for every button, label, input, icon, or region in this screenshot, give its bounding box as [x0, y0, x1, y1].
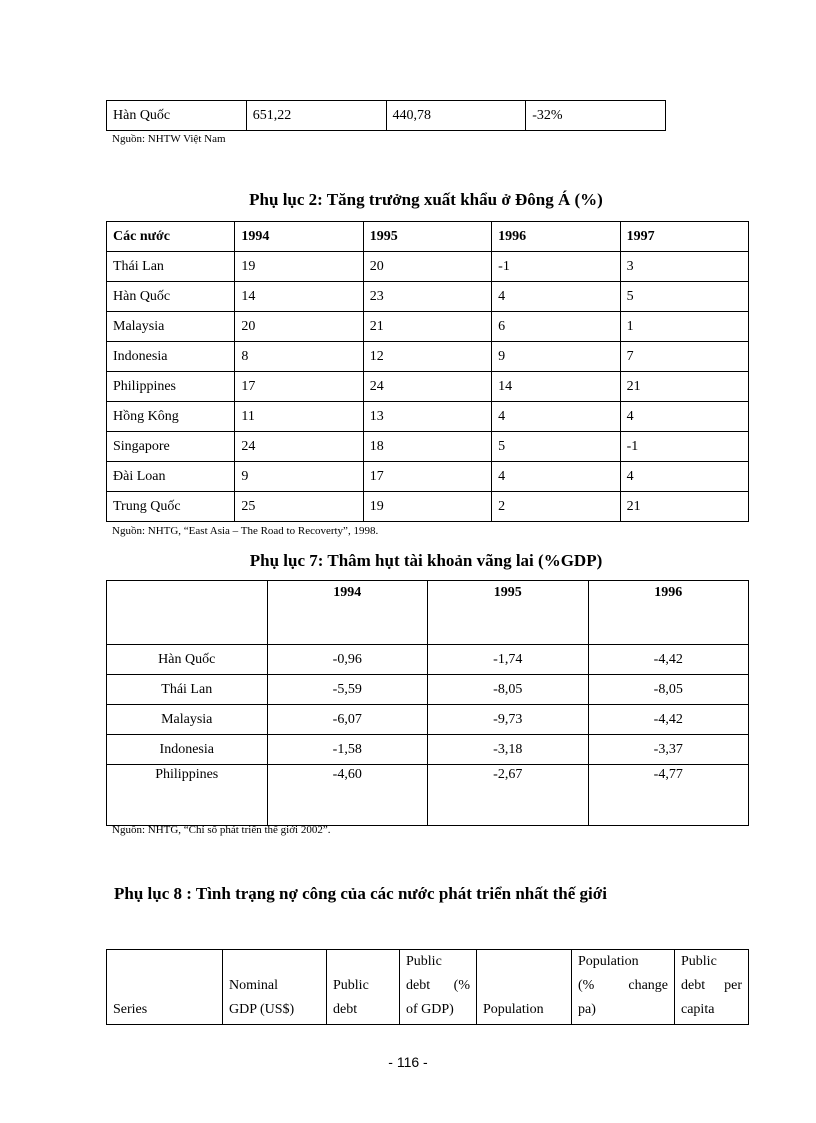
- table-cell: 25: [235, 492, 363, 522]
- table-cell: 13: [363, 402, 491, 432]
- table-cell: -6,07: [267, 705, 428, 735]
- table-cell: -4,42: [588, 705, 749, 735]
- header-text: Population: [483, 1002, 544, 1017]
- table-cell: 651,22: [246, 101, 386, 131]
- table-header-cell: 1995: [428, 581, 589, 645]
- header-text: Public: [333, 978, 369, 993]
- table-cell: 14: [492, 372, 620, 402]
- table-cell: -4,42: [588, 645, 749, 675]
- table-cell: 8: [235, 342, 363, 372]
- table-cell: 21: [620, 372, 748, 402]
- appendix8-title: Phụ lục 8 : Tình trạng nợ công của các nước phát triển nhất thế giới: [114, 884, 607, 903]
- table-header-cell: [477, 950, 572, 1025]
- table-cell: Philippines: [107, 765, 268, 826]
- table-cell: 20: [235, 312, 363, 342]
- table-cell: 4: [492, 402, 620, 432]
- table-cell: -32%: [526, 101, 666, 131]
- table-row: [107, 402, 749, 432]
- table-cell: 5: [620, 282, 748, 312]
- table-cell: 1: [620, 312, 748, 342]
- table-row: [107, 282, 749, 312]
- table-header-cell: 1996: [588, 581, 749, 645]
- table-header-cell: 1994: [267, 581, 428, 645]
- table-cell: -1,74: [428, 645, 589, 675]
- table-cell: 21: [620, 492, 748, 522]
- table-header-row: [107, 222, 749, 252]
- header-text: (% change: [578, 978, 668, 993]
- table-cell: 14: [235, 282, 363, 312]
- header-text: Public: [681, 954, 717, 969]
- table-cell: 9: [492, 342, 620, 372]
- header-text: debt per: [681, 978, 742, 993]
- table-cell: 4: [492, 282, 620, 312]
- table-cell: 23: [363, 282, 491, 312]
- appendix7-title: Phụ lục 7: Thâm hụt tài khoản vãng lai (%GDP): [249, 551, 603, 570]
- table-header-row: [107, 581, 749, 645]
- top-table: [106, 100, 666, 131]
- table-cell: Đài Loan: [107, 462, 235, 492]
- table-cell: 4: [620, 462, 748, 492]
- table-cell: 20: [363, 252, 491, 282]
- table-row: [107, 312, 749, 342]
- table-cell: 17: [235, 372, 363, 402]
- header-text: debt (%: [406, 978, 470, 993]
- table-row: [107, 252, 749, 282]
- table-cell: 19: [363, 492, 491, 522]
- table-cell: Singapore: [107, 432, 235, 462]
- table-cell: -1,58: [267, 735, 428, 765]
- table-row: [107, 705, 749, 735]
- table-cell: -5,59: [267, 675, 428, 705]
- table-header-cell: [400, 950, 477, 1025]
- table-cell: Indonesia: [107, 735, 268, 765]
- table-header-cell: 1994: [235, 222, 363, 252]
- table-cell: 9: [235, 462, 363, 492]
- table-cell: Hàn Quốc: [107, 101, 247, 131]
- appendix2-source: Nguồn: NHTG, “East Asia – The Road to Recoverty”, 1998.: [112, 525, 379, 537]
- table-cell: -4,77: [588, 765, 749, 826]
- table-row: [107, 462, 749, 492]
- table-cell: 440,78: [386, 101, 526, 131]
- header-text: Public: [406, 954, 442, 969]
- table-cell: 24: [363, 372, 491, 402]
- appendix7-table: [106, 580, 749, 826]
- table-cell: 6: [492, 312, 620, 342]
- table-cell: Trung Quốc: [107, 492, 235, 522]
- table-cell: Indonesia: [107, 342, 235, 372]
- page-number: - 116 -: [388, 1054, 428, 1070]
- table-cell: -4,60: [267, 765, 428, 826]
- top-table-source: Nguồn: NHTW Việt Nam: [112, 133, 226, 145]
- table-cell: -2,67: [428, 765, 589, 826]
- table-cell: Hàn Quốc: [107, 645, 268, 675]
- table-cell: 11: [235, 402, 363, 432]
- table-row: [107, 342, 749, 372]
- header-text: Nominal: [229, 978, 278, 993]
- table-header-row: [107, 950, 749, 1025]
- table-header-cell: [675, 950, 749, 1025]
- appendix8-table: [106, 949, 749, 1025]
- table-header-cell: 1996: [492, 222, 620, 252]
- table-row: [107, 735, 749, 765]
- table-cell: Hồng Kông: [107, 402, 235, 432]
- table-cell: -9,73: [428, 705, 589, 735]
- header-text: debt: [333, 1002, 358, 1017]
- table-cell: 21: [363, 312, 491, 342]
- appendix7-source: Nguồn: NHTG, “Chỉ số phát triển thế giới 2002”.: [112, 824, 331, 836]
- table-cell: -1: [620, 432, 748, 462]
- header-text: GDP (US$): [229, 1002, 295, 1017]
- table-cell: 17: [363, 462, 491, 492]
- header-text: Series: [113, 1002, 148, 1017]
- table-cell: Hàn Quốc: [107, 282, 235, 312]
- header-text: capita: [681, 1002, 715, 1017]
- table-cell: -3,18: [428, 735, 589, 765]
- table-header-cell: 1997: [620, 222, 748, 252]
- table-header-cell: 1995: [363, 222, 491, 252]
- table-cell: 12: [363, 342, 491, 372]
- table-cell: -3,37: [588, 735, 749, 765]
- table-cell: Malaysia: [107, 705, 268, 735]
- table-cell: -0,96: [267, 645, 428, 675]
- table-header-cell: [572, 950, 675, 1025]
- table-cell: 18: [363, 432, 491, 462]
- table-cell: -8,05: [588, 675, 749, 705]
- table-cell: 24: [235, 432, 363, 462]
- table-row: [107, 765, 749, 826]
- table-row: [107, 675, 749, 705]
- table-header-cell: [107, 950, 223, 1025]
- table-header-cell: [107, 581, 268, 645]
- table-header-cell: Các nước: [107, 222, 235, 252]
- table-cell: 2: [492, 492, 620, 522]
- table-cell: Philippines: [107, 372, 235, 402]
- table-header-cell: [223, 950, 327, 1025]
- table-cell: 3: [620, 252, 748, 282]
- table-row: [107, 492, 749, 522]
- table-cell: Malaysia: [107, 312, 235, 342]
- table-cell: Thái Lan: [107, 252, 235, 282]
- table-header-cell: [327, 950, 400, 1025]
- table-row: [107, 101, 666, 131]
- header-text: Population: [578, 954, 639, 969]
- table-cell: 7: [620, 342, 748, 372]
- header-text: pa): [578, 1002, 596, 1017]
- table-cell: -1: [492, 252, 620, 282]
- table-cell: 5: [492, 432, 620, 462]
- table-row: [107, 645, 749, 675]
- table-cell: 4: [620, 402, 748, 432]
- table-cell: 19: [235, 252, 363, 282]
- table-cell: -8,05: [428, 675, 589, 705]
- table-row: [107, 432, 749, 462]
- appendix2-title: Phụ lục 2: Tăng trưởng xuất khẩu ở Đông Á (%): [249, 190, 603, 209]
- table-cell: 4: [492, 462, 620, 492]
- appendix2-table: [106, 221, 749, 522]
- table-cell: Thái Lan: [107, 675, 268, 705]
- header-text: of GDP): [406, 1002, 454, 1017]
- table-row: [107, 372, 749, 402]
